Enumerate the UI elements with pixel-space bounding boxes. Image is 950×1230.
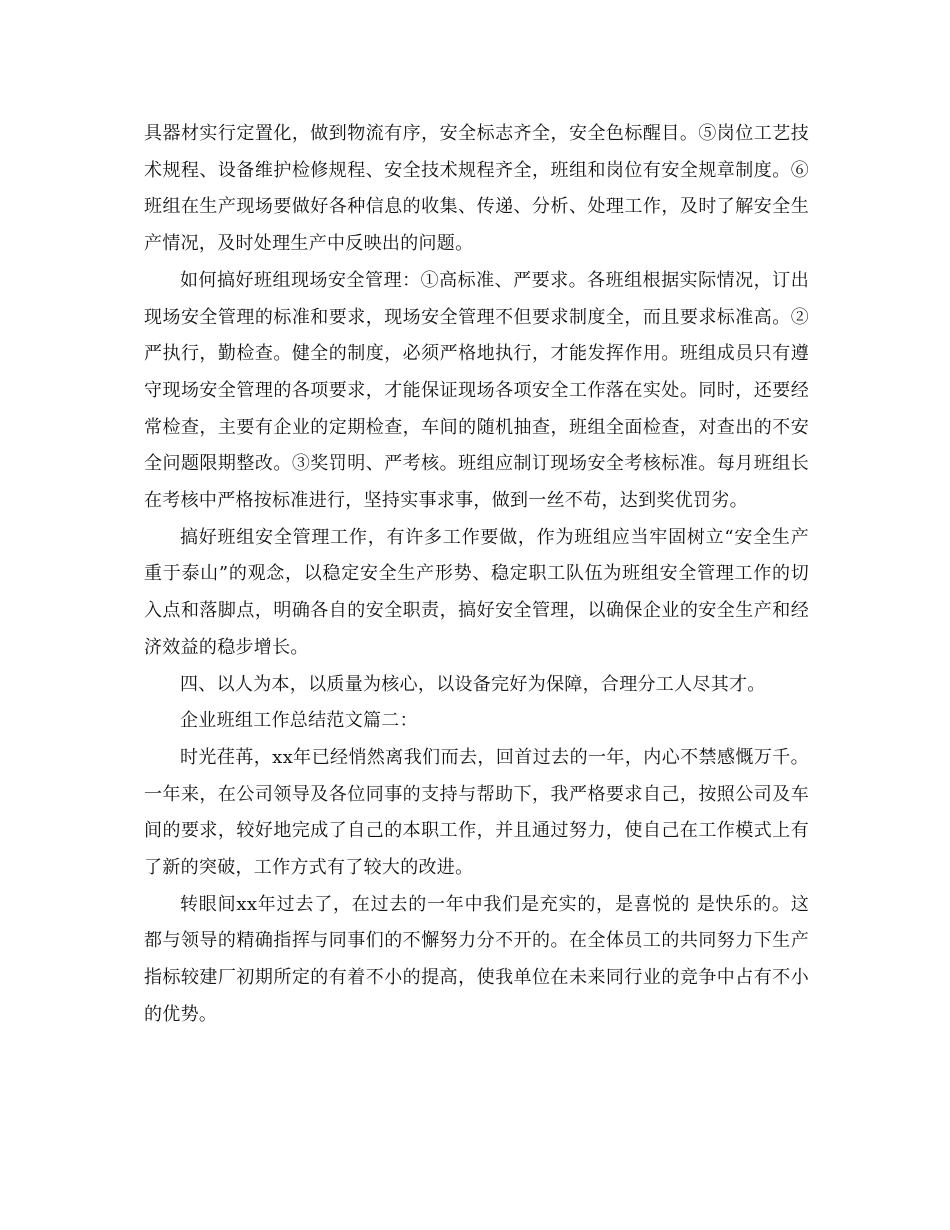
paragraph-2: 如何搞好班组现场安全管理：①高标准、严要求。各班组根据实际情况，订出现场安全管理的标准和要求，现场安全管理不但要求制度全，而且要求标准高。②严执行，勤检查。健全的制度，必须严格地执行，才能发挥作用。班组成员只有遵守现场安全管理的各项要求，才能保证现场各项安全工作落在实处。同时，还要经常检查，主要有企业的定期检查，车间的随机抽查，班组全面检查，对查出的不安全问题限期整改。③奖罚明、严考核。班组应制订现场安全考核标准。每月班组长在考核中严格按标准进行，坚持实事求事，做到一丝不苟，达到奖优罚劣。 <box>144 269 809 512</box>
paragraph-1: 具器材实行定置化，做到物流有序，安全标志齐全，安全色标醒目。⑤岗位工艺技术规程、设备维护检修规程、安全技术规程齐全，班组和岗位有安全规章制度。⑥班组在生产现场要做好各种信息的收集、传递、分析、处理工作，及时了解安全生产情况，及时处理生产中反映出的问题。 <box>144 123 809 255</box>
document-body <box>144 116 809 1034</box>
section-heading: 企业班组工作总结范文篇二： <box>180 710 418 732</box>
paragraph-6: 转眼间xx年过去了，在过去的一年中我们是充实的，是喜悦的 是快乐的。这都与领导的精确指挥与同事们的不懈努力分不开的。在全体员工的共同努力下生产指标较建厂初期所定的有着不小的提高，使我单位在未来同行业的竞争中占有不小的优势。 <box>144 893 809 1025</box>
paragraph-5: 时光荏苒，xx年已经悄然离我们而去，回首过去的一年，内心不禁感慨万千。一年来，在公司领导及各位同事的支持与帮助下，我严格要求自己，按照公司及车间的要求，较好地完成了自己的本职工作，并且通过努力，使自己在工作模式上有了新的突破，工作方式有了较大的改进。 <box>144 746 809 879</box>
paragraph-4: 四、以人为本，以质量为核心，以设备完好为保障，合理分工人尽其才。 <box>180 673 766 695</box>
paragraph-3: 搞好班组安全管理工作，有许多工作要做，作为班组应当牢固树立“安全生产重于泰山”的观念，以稳定安全生产形势、稳定职工队伍为班组安全管理工作的切入点和落脚点，明确各自的安全职责，搞好安全管理，以确保企业的安全生产和经济效益的稳步增长。 <box>144 526 809 658</box>
